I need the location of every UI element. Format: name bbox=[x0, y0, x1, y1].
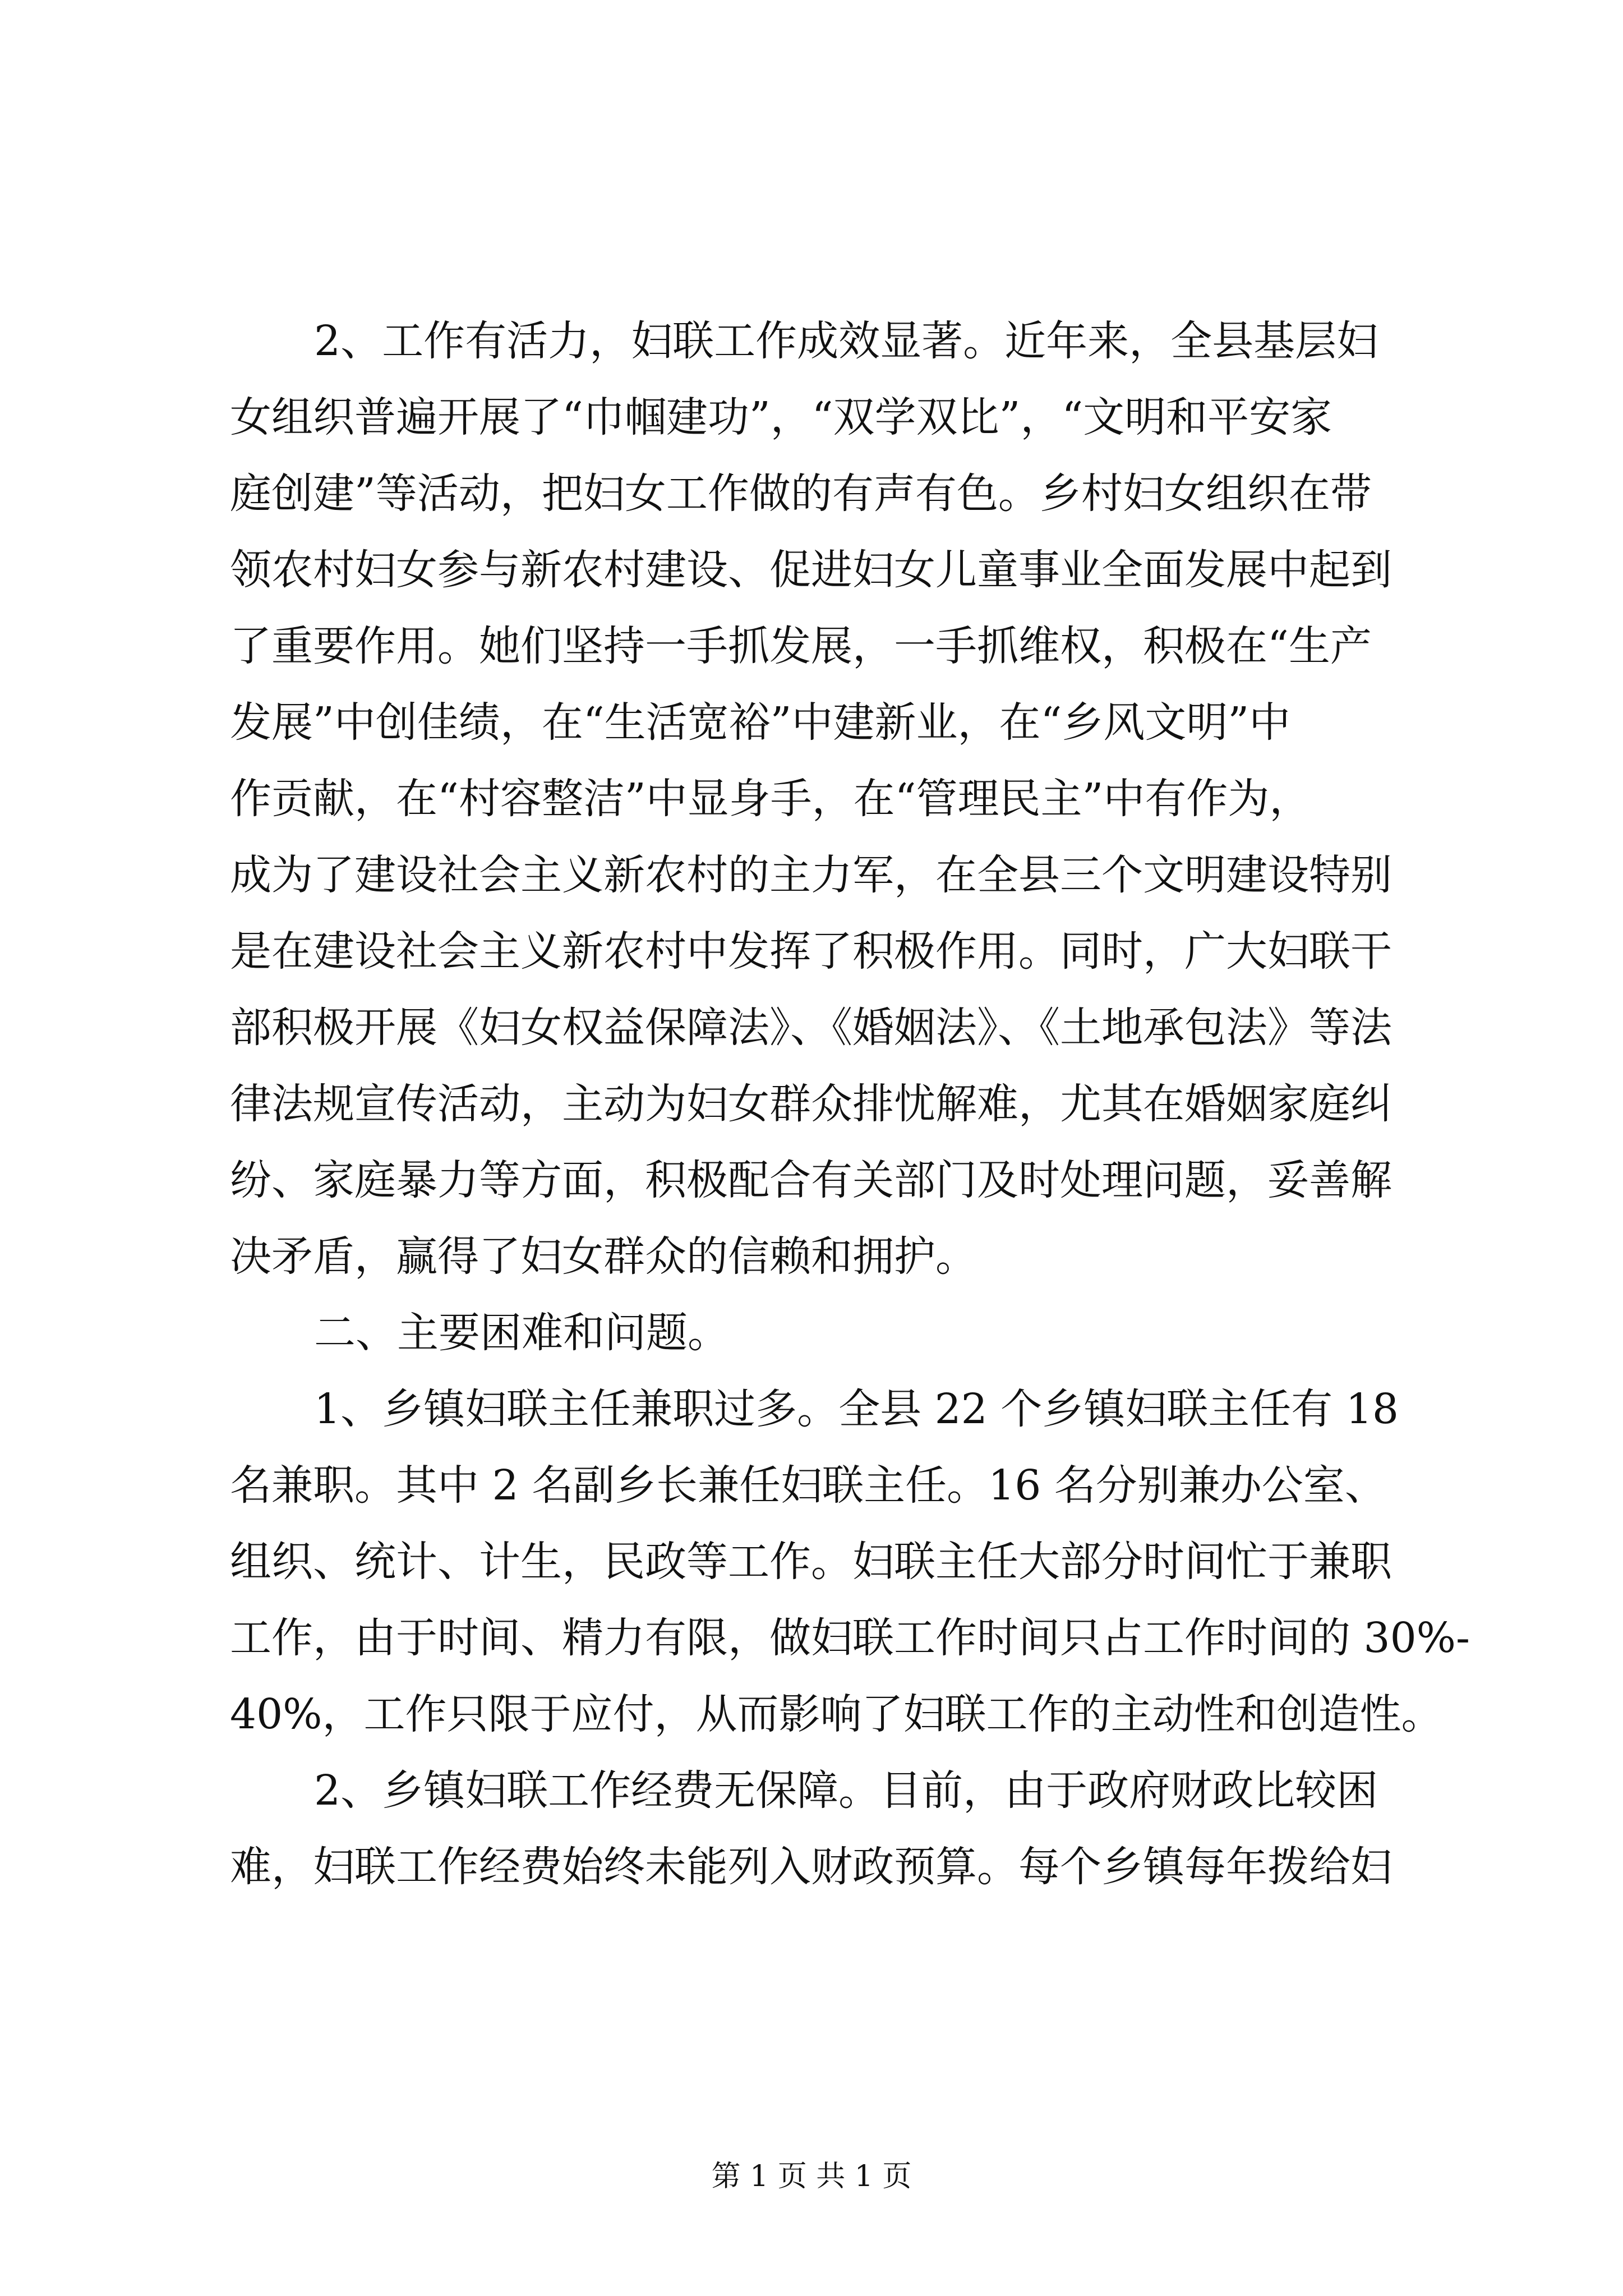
text-line: 领农村妇女参与新农村建设、促进妇女儿童事业全面发展中起到 bbox=[230, 546, 1392, 594]
text-line: 是在建设社会主义新农村中发挥了积极作用。同时，广大妇联干 bbox=[230, 927, 1392, 976]
section-heading: 二、主要困难和问题。 bbox=[314, 1309, 729, 1357]
text-line: 律法规宣传活动，主动为妇女群众排忧解难，尤其在婚姻家庭纠 bbox=[230, 1080, 1392, 1128]
text-line: 成为了建设社会主义新农村的主力军，在全县三个文明建设特别 bbox=[230, 851, 1392, 899]
text-line: 发展”中创佳绩，在“生活宽裕”中建新业，在“乡风文明”中 bbox=[230, 698, 1291, 747]
text-line: 部积极开展《妇女权益保障法》、《婚姻法》、《土地承包法》等法 bbox=[230, 1004, 1392, 1052]
document-body bbox=[230, 303, 1475, 1905]
text-line: 组织、统计、计生，民政等工作。妇联主任大部分时间忙于兼职 bbox=[230, 1538, 1392, 1586]
text-line: 女组织普遍开展了“巾帼建功”，“双学双比”，“文明和平安家 bbox=[230, 393, 1332, 441]
text-line: 工作，由于时间、精力有限，做妇联工作时间只占工作时间的 30%- bbox=[230, 1614, 1470, 1662]
page-footer: 第 1 页 共 1 页 bbox=[711, 2160, 912, 2193]
text-line: 2、乡镇妇联工作经费无保障。目前，由于政府财政比较困 bbox=[314, 1766, 1378, 1815]
text-line: 2、工作有活力，妇联工作成效显著。近年来，全县基层妇 bbox=[314, 317, 1378, 365]
text-line: 40%，工作只限于应付，从而影响了妇联工作的主动性和创造性。 bbox=[230, 1690, 1443, 1738]
text-line: 作贡献，在“村容整洁”中显身手，在“管理民主”中有作为， bbox=[230, 775, 1311, 823]
text-line: 决矛盾，赢得了妇女群众的信赖和拥护。 bbox=[230, 1232, 977, 1281]
text-line: 1、乡镇妇联主任兼职过多。全县 22 个乡镇妇联主任有 18 bbox=[314, 1385, 1399, 1433]
text-line: 庭创建”等活动，把妇女工作做的有声有色。乡村妇女组织在带 bbox=[230, 470, 1372, 518]
text-line: 名兼职。其中 2 名副乡长兼任妇联主任。16 名分别兼办公室、 bbox=[230, 1461, 1386, 1510]
text-line: 纷、家庭暴力等方面，积极配合有关部门及时处理问题，妥善解 bbox=[230, 1156, 1392, 1204]
text-line: 难，妇联工作经费始终未能列入财政预算。每个乡镇每年拨给妇 bbox=[230, 1843, 1392, 1891]
text-line: 了重要作用。她们坚持一手抓发展，一手抓维权，积极在“生产 bbox=[230, 622, 1372, 670]
